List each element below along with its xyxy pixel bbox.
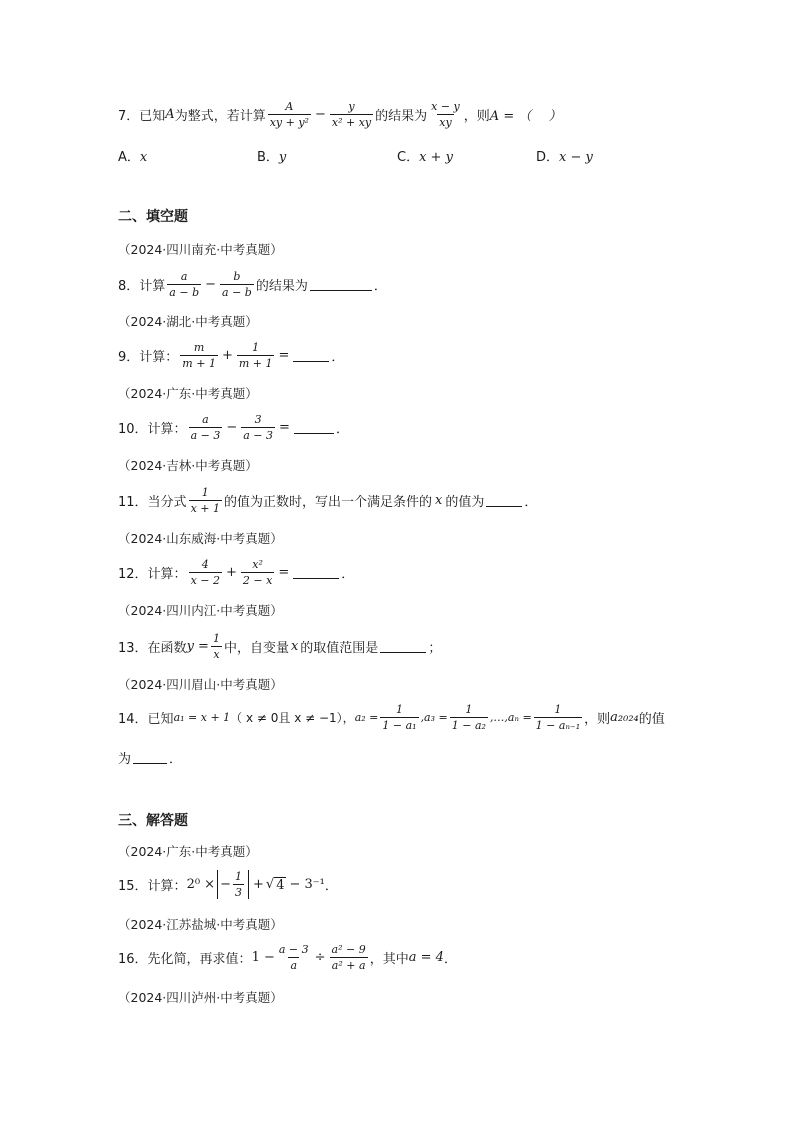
question-9: 9． 计算： $\frac{m}{m + 1}$ + $\frac{1}{m + 1}$ = ． [118,341,345,371]
question-12: 12． 计算： $\frac{4}{x - 2}$ + $\frac{\text{x²}}{2 - x}$ = ． [118,558,355,588]
answer-blank[interactable] [293,349,329,362]
question-14: 14． 已知 a₁ = x + 1 （ x ≠ 0且 x ≠ −1）， a₂ = $\frac{1}{\text{1 − a₁}}$ ,a₃ = $\frac{1}{\text{1 − a₂}}$ ,…,aₙ = $\frac{1}{\text{1 − aₙ₋₁}}$ ，则 a₂₀₂₄ 的值 [118,703,665,733]
source-note: （2024·广东·中考真题） [118,386,258,401]
question-15: 15． 计算： 2⁰ × − $\frac{1}{3}$ + √ 4 − 3⁻¹ ． [118,870,338,900]
sqrt-icon: √ [265,877,275,893]
question-number: 7． [118,109,140,125]
answer-blank[interactable] [310,278,372,291]
question-7: 7． 已知 A 为整式，若计算 $\frac{A}{\text{xy + y²}}$ − $\frac{y}{\text{x² + xy}}$ 的结果为 $\frac{x - y}{xy}$ ，则 A = （ ） [118,100,562,130]
fraction: $\frac{A}{\text{xy + y²}}$ [269,100,309,130]
absolute-value: − $\frac{1}{3}$ [217,870,249,899]
answer-blank[interactable] [486,494,522,507]
fraction: $\frac{x - y}{xy}$ [431,100,460,130]
option-c: C．x + y [397,150,453,165]
fraction: $\frac{y}{\text{x² + xy}}$ [331,100,372,130]
answer-blank[interactable] [133,751,167,764]
source-note: （2024·吉林·中考真题） [118,458,258,473]
source-note: （2024·四川泸州·中考真题） [118,990,283,1005]
question-16: 16． 先化简，再求值： 1 − $\frac{a - 3}{a}$ ÷ $\frac{\text{a² − 9}}{\text{a² + a}}$ ，其中 a = 4 ． [118,943,457,973]
option-a: A．x [118,150,148,165]
source-note: （2024·四川眉山·中考真题） [118,677,283,692]
question-10: 10． 计算： $\frac{a}{a - 3}$ − $\frac{3}{a - 3}$ = ． [118,413,349,443]
source-note: （2024·江苏盐城·中考真题） [118,917,283,932]
question-14-continued: 为 ． [118,752,183,767]
answer-blank[interactable] [293,566,339,579]
answer-blank[interactable] [380,640,426,653]
question-11: 11． 当分式 $\frac{1}{x + 1}$ 的值为正数时，写出一个满足条件的 x 的值为 ． [118,486,538,516]
section-heading: 二、填空题 [118,209,188,225]
option-b: B．y [257,150,287,165]
source-note: （2024·广东·中考真题） [118,844,258,859]
answer-blank[interactable] [294,421,334,434]
question-13: 13． 在函数 y = $\frac{1}{x}$ 中，自变量 x 的取值范围是 ； [118,632,442,662]
source-note: （2024·湖北·中考真题） [118,314,258,329]
source-note: （2024·四川南充·中考真题） [118,242,283,257]
section-heading: 三、解答题 [118,813,188,829]
source-note: （2024·四川内江·中考真题） [118,603,283,618]
question-8: 8． 计算 $\frac{a}{a - b}$ − $\frac{b}{a - b}$ 的结果为 ． [118,270,387,300]
source-note: （2024·山东威海·中考真题） [118,531,283,546]
option-d: D．x − y [536,150,593,165]
